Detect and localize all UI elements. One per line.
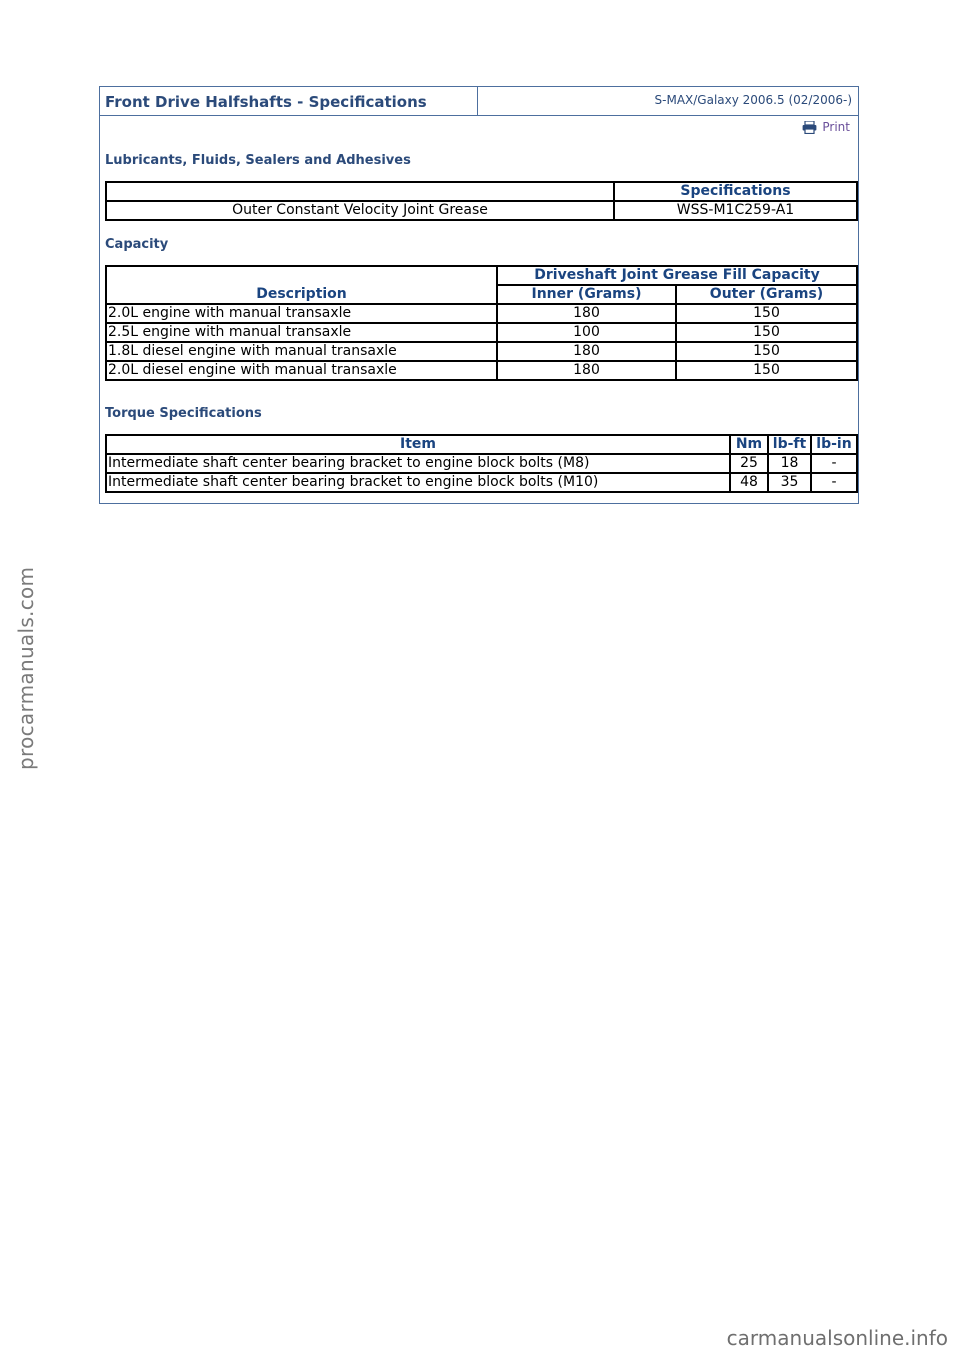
torque-lbft: 35 — [768, 473, 811, 492]
table-row — [106, 323, 857, 342]
print-label: Print — [822, 120, 850, 134]
specifications-header: Specifications — [614, 182, 857, 201]
inner-header: Inner (Grams) — [497, 285, 676, 304]
capacity-outer: 150 — [676, 342, 857, 361]
capacity-inner: 180 — [497, 361, 676, 380]
section-heading-capacity: Capacity — [105, 237, 169, 252]
capacity-description: 2.0L engine with manual transaxle — [106, 304, 497, 323]
header-row — [100, 87, 858, 116]
lubricants-table — [105, 181, 858, 221]
capacity-table — [105, 265, 858, 381]
torque-lbft: 18 — [768, 454, 811, 473]
outer-header: Outer (Grams) — [676, 285, 857, 304]
torque-nm: 25 — [730, 454, 768, 473]
capacity-outer: 150 — [676, 304, 857, 323]
capacity-inner: 180 — [497, 342, 676, 361]
capacity-description: 2.0L diesel engine with manual transaxle — [106, 361, 497, 380]
page-title: Front Drive Halfshafts - Specifications — [100, 87, 478, 115]
torque-table — [105, 434, 858, 493]
capacity-description: 1.8L diesel engine with manual transaxle — [106, 342, 497, 361]
watermark-bottom: carmanualsonline.info — [726, 1326, 948, 1350]
torque-nm: 48 — [730, 473, 768, 492]
lubricant-name: Outer Constant Velocity Joint Grease — [106, 201, 614, 220]
table-row — [106, 454, 857, 473]
item-header: Item — [106, 435, 730, 454]
section-heading-torque: Torque Specifications — [105, 406, 262, 421]
grease-capacity-header: Driveshaft Joint Grease Fill Capacity — [497, 266, 857, 285]
document-frame — [99, 86, 859, 504]
model-label: S-MAX/Galaxy 2006.5 (02/2006-) — [654, 93, 852, 107]
capacity-description: 2.5L engine with manual transaxle — [106, 323, 497, 342]
description-header: Description — [106, 266, 497, 304]
table-header-row — [106, 435, 857, 454]
capacity-outer: 150 — [676, 323, 857, 342]
table-row — [106, 342, 857, 361]
table-header-row — [106, 182, 857, 201]
printer-icon — [802, 121, 817, 134]
capacity-outer: 150 — [676, 361, 857, 380]
table-row — [106, 473, 857, 492]
lbft-header: lb-ft — [768, 435, 811, 454]
watermark-left: procarmanuals.com — [14, 566, 38, 770]
section-heading-lubricants: Lubricants, Fluids, Sealers and Adhesives — [105, 153, 411, 168]
nm-header: Nm — [730, 435, 768, 454]
print-button[interactable] — [802, 120, 850, 134]
empty-header-cell — [106, 182, 614, 201]
torque-lbin: - — [811, 454, 857, 473]
lubricant-spec: WSS-M1C259-A1 — [614, 201, 857, 220]
lbin-header: lb-in — [811, 435, 857, 454]
table-row — [106, 201, 857, 220]
capacity-inner: 100 — [497, 323, 676, 342]
capacity-inner: 180 — [497, 304, 676, 323]
table-row — [106, 304, 857, 323]
table-row — [106, 361, 857, 380]
torque-lbin: - — [811, 473, 857, 492]
torque-item: Intermediate shaft center bearing bracket to engine block bolts (M8) — [106, 454, 730, 473]
torque-item: Intermediate shaft center bearing bracket to engine block bolts (M10) — [106, 473, 730, 492]
table-header-row — [106, 266, 857, 285]
